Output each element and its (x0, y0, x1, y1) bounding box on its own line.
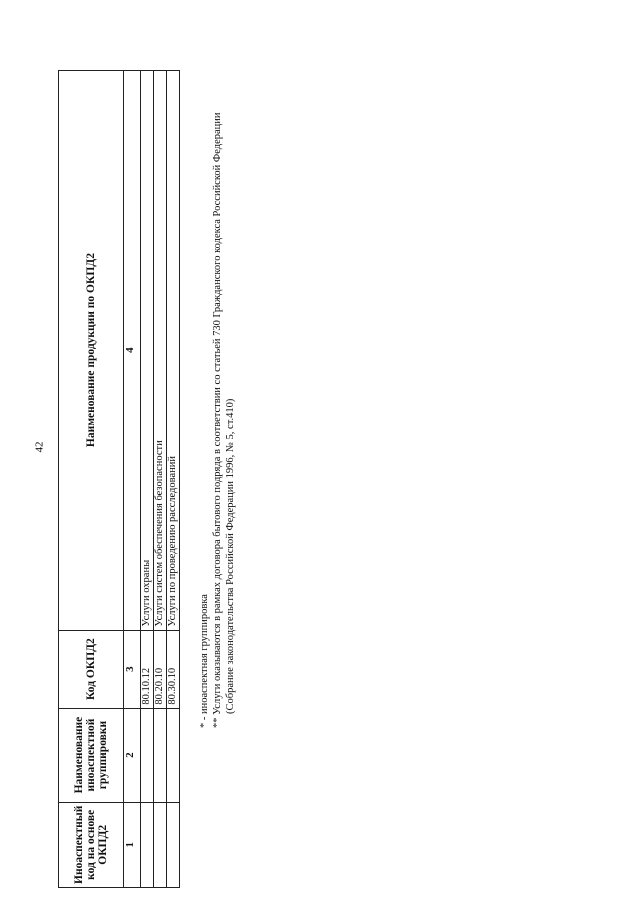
okpd-table (58, 70, 180, 888)
cell-product-name: Услуги по проведению расследований (167, 70, 180, 630)
cell-inoaspect-code (154, 802, 167, 887)
footnote-services-source: (Собрание законодательства Российской Федерации 1996, № 5, ст.410) (225, 398, 236, 714)
table-row (141, 70, 154, 887)
cell-inoaspect-code (167, 802, 180, 887)
header-product-name: Наименование продукции по ОКПД2 (59, 70, 124, 630)
cell-okpd-code: 80.20.10 (154, 630, 167, 708)
cell-group-name (154, 708, 167, 802)
header-group-name: Наименование иноаспектной группировки (59, 708, 124, 802)
header-okpd-code: Код ОКПД2 (59, 630, 124, 708)
footnotes (198, 68, 237, 728)
page-number: 42 (33, 441, 46, 453)
column-number: 2 (124, 708, 141, 802)
cell-product-name: Услуги охраны (141, 70, 154, 630)
table-row (154, 70, 167, 887)
table-header-row (59, 70, 124, 887)
cell-okpd-code: 80.10.12 (141, 630, 154, 708)
column-number: 3 (124, 630, 141, 708)
footnote-inoaspect: * - иноаспектная группировка (199, 594, 210, 728)
cell-product-name: Услуги систем обеспечения безопасности (154, 70, 167, 630)
table-row (167, 70, 180, 887)
cell-okpd-code: 80.30.10 (167, 630, 180, 708)
footnote-services: ** Услуги оказываются в рамках договора бытового подряда в соответствии со статьей 730 Гражданского кодекса Российской Федерации (212, 112, 223, 728)
cell-group-name (141, 708, 154, 802)
cell-inoaspect-code (141, 802, 154, 887)
column-number: 1 (124, 802, 141, 887)
cell-group-name (167, 708, 180, 802)
column-number: 4 (124, 70, 141, 630)
column-number-row (124, 70, 141, 887)
header-inoaspect-code: Иноаспектный код на основе ОКПД2 (59, 802, 124, 887)
rotated-page-content (58, 58, 258, 888)
